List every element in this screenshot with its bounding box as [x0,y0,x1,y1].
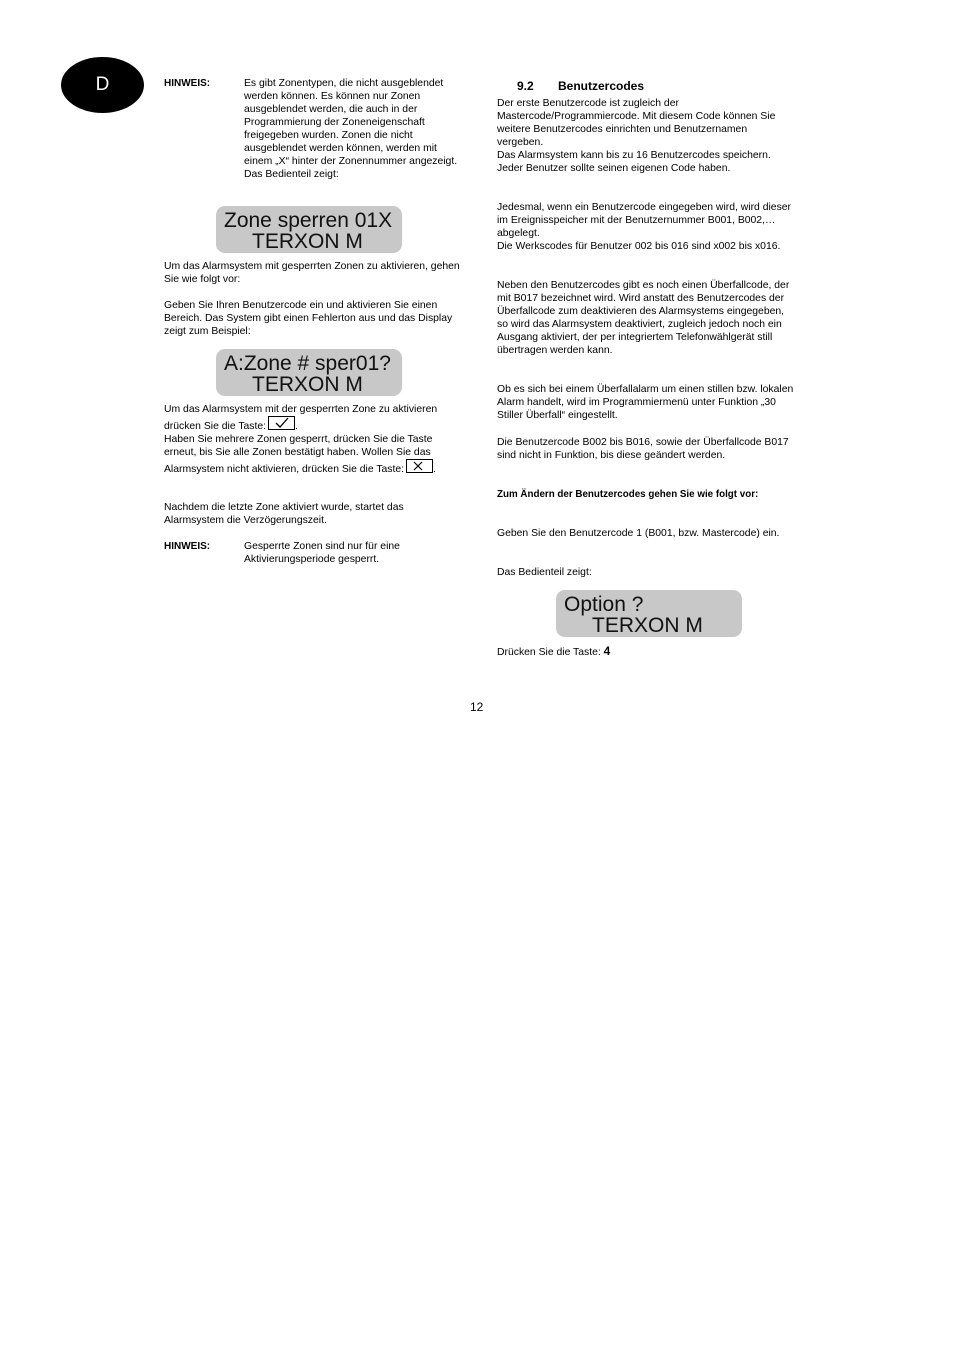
lcd-line-1: A:Zone # sper01? [224,352,391,375]
page-number: 12 [470,700,484,714]
lcd-line-1: Zone sperren 01X [224,209,393,232]
confirm-text: Um das Alarmsystem mit der gesperrten Zone zu aktivieren drücken Sie die Taste: [164,404,438,432]
paragraph-mastercode: Der erste Benutzercode ist zugleich der Mastercode/Programmiercode. Mit diesem Code können Sie weitere Benutzercodes einrichten und Benutzernamen vergeben. [497,98,776,148]
paragraph-enter-code: Geben Sie Ihren Benutzercode ein und aktivieren Sie einen Bereich. Das System gibt einen Fehlerton aus und das Display zeigt zum Beispiel: [164,300,453,337]
section-number: 9.2 [517,79,534,93]
lcd-line-2: TERXON M [252,230,363,253]
hinweis-label-2: HINWEIS: [164,541,211,552]
paragraph-silent-alarm: Ob es sich bei einem Überfallalarm um einen stillen bzw. lokalen Alarm handelt, wird im Programmiermenü unter Funktion „30 Stiller Überfall“ eingestellt. [497,384,794,421]
badge-label: D [95,74,110,95]
paragraph-confirm-zone: Um das Alarmsystem mit der gesperrten Zone zu aktivieren drücken Sie die Taste: . [164,404,438,432]
lcd-line-2: TERXON M [252,373,363,396]
lcd-line-1: Option ? [564,593,644,616]
cancel-text: Haben Sie mehrere Zonen gesperrt, drücken Sie die Taste erneut, bis Sie alle Zonen bestätigt haben. Wollen Sie das Alarmsystem nicht aktivieren, drücken Sie die Taste: [164,434,433,475]
paragraph-activate-intro: Um das Alarmsystem mit gesperrten Zonen zu aktivieren, gehen Sie wie folgt vor: [164,261,460,285]
press-key-text: Drücken Sie die Taste: [497,647,601,658]
check-key-icon [268,416,295,430]
paragraph-cancel: Haben Sie mehrere Zonen gesperrt, drücken Sie die Taste erneut, bis Sie alle Zonen bestätigt haben. Wollen Sie das Alarmsystem nicht aktivieren, drücken Sie die Taste: . [164,434,436,475]
paragraph-change-codes-heading: Zum Ändern der Benutzercodes gehen Sie wie folgt vor: [497,489,759,500]
cross-key-icon [406,459,433,473]
paragraph-inactive-codes: Die Benutzercode B002 bis B016, sowie der Überfallcode B017 sind nicht in Funktion, bis diese geändert werden. [497,437,789,461]
paragraph-event-log: Jedesmal, wenn ein Benutzercode eingegeben wird, wird dieser im Ereignisspeicher mit der Benutzernummer B001, B002,… abgelegt. [497,202,791,239]
language-badge [61,57,144,113]
paragraph-factory-codes: Die Werkscodes für Benutzer 002 bis 016 sind x002 bis x016. [497,241,781,252]
section-title: Benutzercodes [558,79,645,93]
paragraph-keypad-shows: Das Bedienteil zeigt: [497,567,592,578]
lcd-display-zone-sper [216,349,402,396]
hinweis-text-1: Es gibt Zonentypen, die nicht ausgeblendet werden können. Es können nur Zonen ausgeblendet werden, die auch in der Programmierung der Zoneneigenschaft freigegeben wurden. Zonen die nicht ausgeblendet werden können, werden mit einem „X“ hinter der Zonennummer angezeigt. Das Bedienteil zeigt: [244,78,458,180]
hinweis-label-1: HINWEIS: [164,78,211,89]
paragraph-enter-code-1: Geben Sie den Benutzercode 1 (B001, bzw. Mastercode) ein. [497,528,780,539]
paragraph-16-codes: Das Alarmsystem kann bis zu 16 Benutzercodes speichern. Jeder Benutzer sollte seinen eigenen Code haben. [497,150,771,174]
hinweis-text-2: Gesperrte Zonen sind nur für eine Aktivierungsperiode gesperrt. [244,541,400,565]
lcd-display-zone-sperren [216,206,402,253]
lcd-line-2: TERXON M [592,614,703,637]
paragraph-delay: Nachdem die letzte Zone aktiviert wurde, startet das Alarmsystem die Verzögerungszeit. [164,502,404,526]
lcd-display-option [556,590,742,637]
key-4: 4 [603,644,611,658]
paragraph-press-key [497,645,795,659]
paragraph-duress-code: Neben den Benutzercodes gibt es noch einen Überfallcode, der mit B017 bezeichnet wird. Wird anstatt des Benutzercodes der Überfallcode zum deaktivieren des Alarmsystems eingegeben, so wird das Alarmsystem deaktiviert, zugleich jedoch noch ein Ausgang aktiviert, der per integriertem Telefonwählgerät still übertragen werden kann. [497,280,790,356]
